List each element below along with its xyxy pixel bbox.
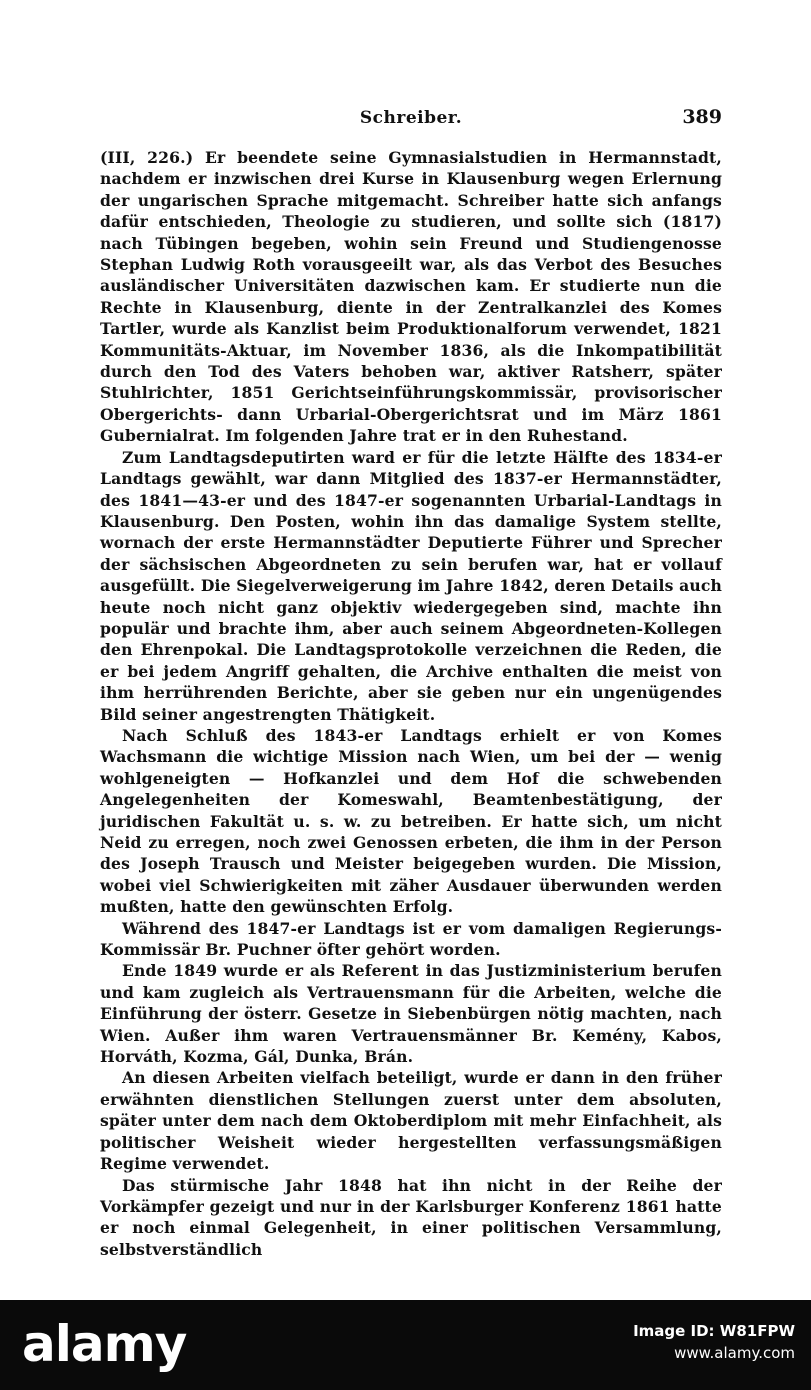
paragraph-2: Zum Landtagsdeputirten ward er für die letzte Hälfte des 1834-er Landtags gewählt, war dann Mitglied des 1837-er Hermannstädter, des 1841—43-er und des 1847-er sogenannten Urbarial-Landtags in Klausenburg. Den Posten, wohin ihn das damalige System stellte, wornach der erste Hermannstädter Deputierte Führer und Sprecher der sächsischen Abgeordneten zu sein berufen war, hat er vollauf ausgefüllt. Die Siegelverweigerung im Jahre 1842, deren Details auch heute noch nicht ganz objektiv wiedergegeben sind, machte ihn populär und brachte ihm, aber auch seinem Abgeordneten-Kollegen den Ehrenpokal. Die Landtagsprotokolle verzeichnen die Reden, die er bei jedem Angriff gehalten, die Archive enthalten die meist von ihm herrührenden Berichte, aber sie geben nur ein ungenügendes Bild seiner angestrengten Thätigkeit. (100, 447, 722, 724)
paragraph-1: (III, 226.) Er beendete seine Gymnasialstudien in Hermannstadt, nachdem er inzwischen drei Kurse in Klausenburg wegen Erlernung der ungarischen Sprache mitgemacht. Schreiber hatte sich anfangs dafür entschieden, Theologie zu studieren, und sollte sich (1817) nach Tübingen begeben, wohin sein Freund und Studiengenosse Stephan Ludwig Roth vorausgeeilt war, als das Verbot des Besuches ausländischer Universitäten dazwischen kam. Er studierte nun die Rechte in Klausenburg, diente in der Zentralkanzlei des Komes Tartler, wurde als Kanzlist beim Produktionalforum verwendet, 1821 Kommunitäts-Aktuar, im November 1836, als die Inkompatibilität durch den Tod des Vaters behoben war, aktiver Ratsherr, später Stuhlrichter, 1851 Gerichtseinführungskommissär, provisorischer Obergerichts- dann Urbarial-Obergerichtsrat und im März 1861 Gubernialrat. Im folgenden Jahre trat er in den Ruhestand. (100, 148, 722, 446)
paragraph-7: Das stürmische Jahr 1848 hat ihn nicht in der Reihe der Vorkämpfer gezeigt und nur in der Karlsburger Konferenz 1861 hatte er noch einmal Gelegenheit, in einer politischen Versammlung, selbstverständlich (100, 1175, 722, 1259)
body-text (100, 147, 722, 1260)
paragraph-5: Ende 1849 wurde er als Referent in das Justizministerium berufen und kam zugleich als Vertrauensmann für die Arbeiten, welche die Einführung der österr. Gesetze in Siebenbürgen nötig machten, nach Wien. Außer ihm waren Vertrauensmänner Br. Kemény, Kabos, Horváth, Kozma, Gál, Dunka, Brán. (100, 961, 722, 1067)
running-head: Schreiber. (359, 108, 463, 128)
page-header (100, 108, 722, 138)
paragraph-4: Während des 1847-er Landtags ist er vom damaligen Regierungs-Kommissär Br. Puchner öfter gehört worden. (100, 918, 722, 960)
alamy-logo: alamy (22, 1315, 187, 1373)
page-number: 389 (682, 106, 722, 128)
watermark-url: www.alamy.com (674, 1344, 795, 1362)
paragraph-3: Nach Schluß des 1843-er Landtags erhielt er von Komes Wachsmann die wichtige Mission nach Wien, um bei der — wenig wohlgeneigten — Hofkanzlei und dem Hof die schwebenden Angelegenheiten der Komeswahl, Beamtenbestätigung, der juridischen Fakultät u. s. w. zu betreiben. Er hatte sich, um nicht Neid zu erregen, noch zwei Genossen erbeten, die ihm in der Person des Joseph Trausch und Meister beigegeben wurden. Die Mission, wobei viel Schwierigkeiten mit zäher Ausdauer überwunden werden mußten, hatte den gewünschten Erfolg. (100, 725, 722, 917)
image-id: Image ID: W81FPW (633, 1322, 795, 1340)
paragraph-6: An diesen Arbeiten vielfach beteiligt, wurde er dann in den früher erwähnten dienstlichen Stellungen zuerst unter dem absoluten, später unter dem nach dem Oktoberdiplom mit mehr Einfachheit, als politischer Weisheit wieder hergestellten verfassungsmäßigen Regime verwendet. (100, 1068, 722, 1174)
watermark-band (0, 1300, 811, 1390)
watermark-info (633, 1320, 795, 1364)
